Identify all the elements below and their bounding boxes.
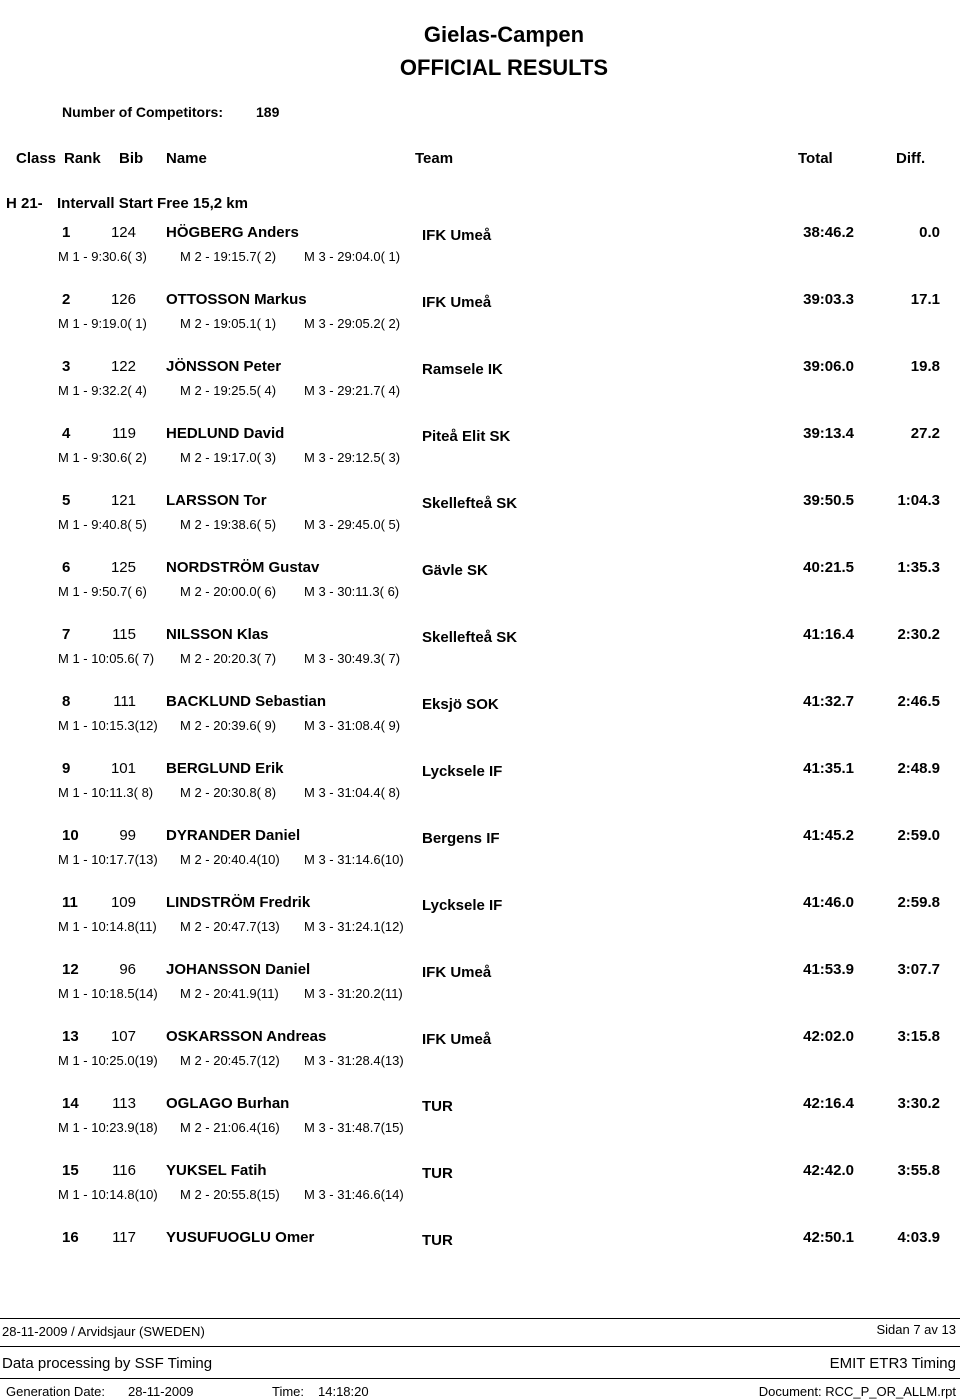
result-team: TUR (422, 1165, 453, 1182)
result-rank: 13 (62, 1028, 79, 1045)
result-bib: 116 (112, 1162, 136, 1179)
split-1: M 1 - 9:50.7( 6) (58, 584, 147, 599)
split-3: M 3 - 31:24.1(12) (304, 919, 404, 934)
competitors-label: Number of Competitors: (62, 104, 223, 120)
result-name: BERGLUND Erik (166, 760, 284, 777)
split-2: M 2 - 20:20.3( 7) (180, 651, 277, 666)
result-rank: 4 (62, 425, 71, 442)
result-rank: 3 (62, 358, 71, 375)
split-2: M 2 - 21:06.4(16) (180, 1120, 280, 1135)
result-total: 41:16.4 (803, 626, 854, 643)
footer-processing: Data processing by SSF Timing (2, 1355, 213, 1372)
result-name: YUKSEL Fatih (166, 1162, 267, 1179)
result-rank: 5 (62, 492, 71, 509)
result-diff: 17.1 (910, 291, 940, 308)
split-2: M 2 - 20:40.4(10) (180, 852, 280, 867)
split-2: M 2 - 20:41.9(11) (180, 986, 279, 1001)
result-diff: 1:04.3 (897, 492, 940, 509)
results-subtitle: OFFICIAL RESULTS (399, 55, 609, 80)
result-diff: 2:48.9 (897, 760, 940, 777)
result-team: Ramsele IK (422, 361, 503, 378)
result-total: 39:03.3 (803, 291, 854, 308)
result-name: LARSSON Tor (166, 492, 267, 509)
result-total: 41:46.0 (803, 894, 854, 911)
footer-system: EMIT ETR3 Timing (829, 1355, 956, 1372)
split-3: M 3 - 29:05.2( 2) (304, 316, 401, 331)
result-bib: 117 (112, 1229, 136, 1246)
result-diff: 3:30.2 (897, 1095, 940, 1112)
result-diff: 4:03.9 (897, 1229, 940, 1246)
result-total: 41:45.2 (803, 827, 854, 844)
split-3: M 3 - 31:14.6(10) (304, 852, 404, 867)
result-rank: 14 (62, 1095, 79, 1112)
result-diff: 0.0 (919, 224, 940, 241)
result-rank: 16 (62, 1229, 79, 1246)
result-bib: 96 (119, 961, 136, 978)
split-1: M 1 - 10:14.8(11) (58, 919, 157, 934)
result-rank: 8 (62, 693, 71, 710)
result-diff: 3:15.8 (897, 1028, 940, 1045)
result-rank: 9 (62, 760, 71, 777)
footer-time-label: Time: (272, 1384, 305, 1399)
result-team: Skellefteå SK (422, 495, 518, 512)
result-diff: 2:59.0 (897, 827, 940, 844)
split-1: M 1 - 9:32.2( 4) (58, 383, 147, 398)
result-name: LINDSTRÖM Fredrik (166, 894, 311, 911)
split-1: M 1 - 10:23.9(18) (58, 1120, 158, 1135)
result-team: IFK Umeå (422, 1031, 492, 1048)
footer-divider-mid (0, 1346, 960, 1347)
result-total: 41:35.1 (803, 760, 854, 777)
result-bib: 122 (110, 358, 136, 375)
result-team: Gävle SK (422, 562, 488, 579)
result-name: HEDLUND David (166, 425, 285, 442)
col-bib: Bib (119, 150, 144, 167)
result-bib: 124 (110, 224, 136, 241)
split-3: M 3 - 31:28.4(13) (304, 1053, 404, 1068)
split-1: M 1 - 10:17.7(13) (58, 852, 158, 867)
result-bib: 115 (112, 626, 136, 643)
result-total: 39:06.0 (803, 358, 854, 375)
result-bib: 99 (119, 827, 136, 844)
race-class: H 21- (6, 195, 43, 212)
result-name: NORDSTRÖM Gustav (166, 559, 320, 576)
split-3: M 3 - 31:08.4( 9) (304, 718, 401, 733)
result-total: 42:50.1 (803, 1229, 854, 1246)
result-name: OSKARSSON Andreas (166, 1028, 327, 1045)
split-2: M 2 - 19:38.6( 5) (180, 517, 277, 532)
result-diff: 2:59.8 (897, 894, 940, 911)
result-total: 39:13.4 (803, 425, 854, 442)
result-diff: 19.8 (910, 358, 940, 375)
footer-date-place: 28-11-2009 / Arvidsjaur (SWEDEN) (2, 1324, 205, 1339)
result-total: 38:46.2 (803, 224, 854, 241)
footer-gen-value: 28-11-2009 (128, 1384, 194, 1399)
split-3: M 3 - 31:20.2(11) (304, 986, 403, 1001)
result-team: Bergens IF (422, 830, 500, 847)
result-diff: 2:46.5 (897, 693, 940, 710)
result-team: IFK Umeå (422, 227, 492, 244)
split-2: M 2 - 19:05.1( 1) (180, 316, 277, 331)
result-total: 41:53.9 (803, 961, 854, 978)
split-1: M 1 - 9:40.8( 5) (58, 517, 147, 532)
result-rank: 15 (62, 1162, 79, 1179)
result-team: IFK Umeå (422, 964, 492, 981)
split-1: M 1 - 10:14.8(10) (58, 1187, 158, 1202)
result-rank: 6 (62, 559, 71, 576)
result-team: TUR (422, 1098, 453, 1115)
result-bib: 126 (110, 291, 136, 308)
result-rank: 11 (62, 894, 78, 911)
split-3: M 3 - 31:46.6(14) (304, 1187, 404, 1202)
result-total: 40:21.5 (803, 559, 854, 576)
result-name: JOHANSSON Daniel (166, 961, 311, 978)
result-name: OGLAGO Burhan (166, 1095, 290, 1112)
split-3: M 3 - 30:49.3( 7) (304, 651, 401, 666)
split-2: M 2 - 20:55.8(15) (180, 1187, 280, 1202)
footer-document: Document: RCC_P_OR_ALLM.rpt (758, 1384, 956, 1399)
result-name: BACKLUND Sebastian (166, 693, 327, 710)
result-total: 42:02.0 (803, 1028, 854, 1045)
result-name: NILSSON Klas (166, 626, 269, 643)
col-team: Team (415, 150, 454, 167)
result-name: DYRANDER Daniel (166, 827, 301, 844)
col-class: Class (16, 150, 57, 167)
split-2: M 2 - 20:30.8( 8) (180, 785, 277, 800)
result-team: Eksjö SOK (422, 696, 499, 713)
split-2: M 2 - 20:00.0( 6) (180, 584, 277, 599)
col-total: Total (798, 150, 833, 167)
result-diff: 3:07.7 (897, 961, 940, 978)
split-1: M 1 - 10:11.3( 8) (58, 785, 154, 800)
result-bib: 109 (110, 894, 136, 911)
result-diff: 2:30.2 (897, 626, 940, 643)
split-2: M 2 - 19:17.0( 3) (180, 450, 277, 465)
result-name: HÖGBERG Anders (166, 224, 299, 241)
split-1: M 1 - 10:05.6( 7) (58, 651, 155, 666)
result-bib: 107 (110, 1028, 136, 1045)
split-2: M 2 - 19:15.7( 2) (180, 249, 277, 264)
result-name: JÖNSSON Peter (166, 358, 282, 375)
result-diff: 1:35.3 (897, 559, 940, 576)
col-name: Name (166, 150, 207, 167)
result-diff: 3:55.8 (897, 1162, 940, 1179)
result-rank: 7 (62, 626, 71, 643)
split-3: M 3 - 31:48.7(15) (304, 1120, 404, 1135)
split-3: M 3 - 29:12.5( 3) (304, 450, 401, 465)
result-team: Lycksele IF (422, 897, 503, 914)
result-rank: 10 (62, 827, 79, 844)
split-3: M 3 - 29:45.0( 5) (304, 517, 401, 532)
footer-gen-label: Generation Date: (6, 1384, 106, 1399)
result-bib: 101 (110, 760, 136, 777)
result-team: Lycksele IF (422, 763, 503, 780)
split-1: M 1 - 9:30.6( 2) (58, 450, 147, 465)
split-2: M 2 - 19:25.5( 4) (180, 383, 277, 398)
result-rank: 12 (62, 961, 79, 978)
event-title: Gielas-Campen (423, 22, 585, 47)
result-bib: 121 (110, 492, 136, 509)
result-team: IFK Umeå (422, 294, 492, 311)
result-total: 42:42.0 (803, 1162, 854, 1179)
col-rank: Rank (64, 150, 101, 167)
split-1: M 1 - 10:18.5(14) (58, 986, 158, 1001)
result-diff: 27.2 (910, 425, 940, 442)
result-name: YUSUFUOGLU Omer (166, 1229, 315, 1246)
split-3: M 3 - 30:11.3( 6) (304, 584, 400, 599)
split-3: M 3 - 29:04.0( 1) (304, 249, 401, 264)
result-team: Skellefteå SK (422, 629, 518, 646)
split-3: M 3 - 29:21.7( 4) (304, 383, 401, 398)
result-total: 39:50.5 (803, 492, 854, 509)
split-2: M 2 - 20:39.6( 9) (180, 718, 277, 733)
result-rank: 1 (62, 224, 71, 241)
footer-time-value: 14:18:20 (318, 1384, 369, 1399)
competitors-count: 189 (256, 104, 280, 120)
result-total: 41:32.7 (803, 693, 854, 710)
split-1: M 1 - 9:19.0( 1) (58, 316, 147, 331)
footer-divider-top (0, 1318, 960, 1319)
result-bib: 119 (112, 425, 136, 442)
result-team: Piteå Elit SK (422, 428, 511, 445)
result-total: 42:16.4 (803, 1095, 854, 1112)
result-team: TUR (422, 1232, 453, 1249)
race-description: Intervall Start Free 15,2 km (57, 195, 248, 212)
split-3: M 3 - 31:04.4( 8) (304, 785, 401, 800)
result-bib: 113 (112, 1095, 136, 1112)
footer-divider-bottom (0, 1378, 960, 1379)
split-1: M 1 - 10:15.3(12) (58, 718, 158, 733)
split-2: M 2 - 20:45.7(12) (180, 1053, 280, 1068)
col-diff: Diff. (896, 150, 926, 167)
split-2: M 2 - 20:47.7(13) (180, 919, 280, 934)
result-bib: 125 (110, 559, 136, 576)
result-rank: 2 (62, 291, 71, 308)
result-bib: 111 (113, 693, 136, 710)
split-1: M 1 - 9:30.6( 3) (58, 249, 147, 264)
result-name: OTTOSSON Markus (166, 291, 307, 308)
footer-page: Sidan 7 av 13 (876, 1322, 956, 1337)
split-1: M 1 - 10:25.0(19) (58, 1053, 158, 1068)
